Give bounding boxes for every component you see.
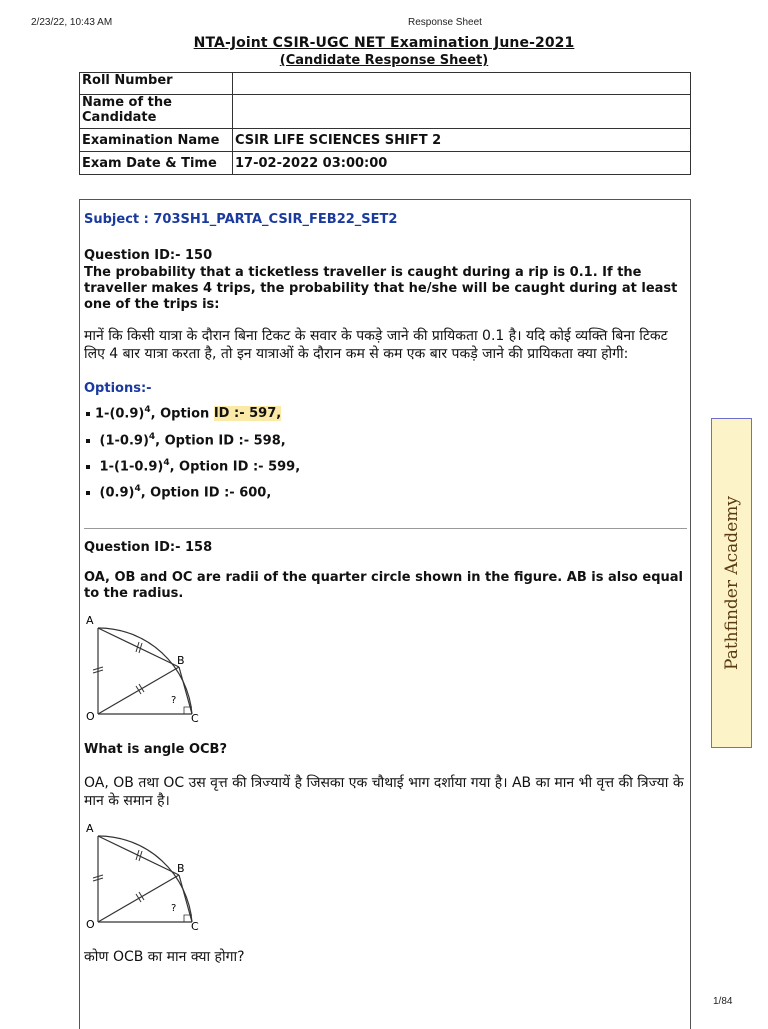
- option-expr: (0.9): [99, 485, 135, 501]
- option-expr: (1-0.9): [99, 433, 149, 449]
- figure-label-a: A: [86, 822, 94, 835]
- info-label: Name of the Candidate: [80, 95, 233, 129]
- bullet-icon: [86, 439, 90, 443]
- figure-label-c: C: [191, 712, 199, 724]
- selected-option-id: ID :- 597,: [213, 406, 282, 422]
- info-value: [233, 95, 691, 129]
- figure-label-a: A: [86, 614, 94, 627]
- question-prompt-hi: कोण OCB का मान क्या होगा?: [84, 949, 245, 965]
- option-exp: 4: [163, 458, 170, 468]
- option-suffix: , Option: [150, 406, 214, 422]
- print-datetime: 2/23/22, 10:43 AM: [31, 17, 113, 28]
- question-text-hi: मानें कि किसी यात्रा के दौरान बिना टिकट के सवार के पकड़े जाने की प्रायिकता 0.1 है। यदि कोई व्यक्ति बिना टिकट लिए 4 बार यात्रा करता है, तो इन यात्राओं के दौरान कम से कम एक बार पकड़े जाने की प्रायिकता क्या होगी:: [84, 328, 668, 362]
- option-expr: 1-(0.9): [95, 406, 145, 422]
- table-row: [80, 129, 691, 152]
- option-item: [86, 458, 300, 474]
- watermark-text: Pathfinder Academy: [721, 496, 742, 670]
- question-text-en: The probability that a ticketless traveller is caught during a rip is 0.1. If the traveller makes 4 trips, the probability that he/she will be caught during at least one of the trips is:: [84, 265, 678, 312]
- bullet-icon: [86, 465, 90, 469]
- question-prompt-en: What is angle OCB?: [84, 742, 227, 757]
- figure-label-b: B: [177, 862, 185, 875]
- page-number: 1/84: [713, 996, 733, 1007]
- info-value: [233, 73, 691, 95]
- option-item: [86, 432, 286, 448]
- option-suffix: , Option ID :- 599,: [169, 459, 301, 475]
- option-exp: 4: [134, 484, 141, 494]
- figure-label-angle: ?: [171, 695, 177, 706]
- figure-label-c: C: [191, 920, 199, 932]
- sub-title: (Candidate Response Sheet): [279, 53, 489, 68]
- table-row: [80, 95, 691, 129]
- figure-label-b: B: [177, 654, 185, 667]
- options-label: Options:-: [84, 381, 152, 396]
- option-exp: 4: [144, 405, 151, 415]
- figure-label-o: O: [86, 918, 95, 931]
- option-suffix: , Option ID :- 600,: [140, 485, 272, 501]
- print-doc-title: Response Sheet: [408, 17, 482, 28]
- option-expr: 1-(1-0.9): [99, 459, 164, 475]
- figure-label-o: O: [86, 710, 95, 723]
- main-title: NTA-Joint CSIR-UGC NET Examination June-2021: [193, 35, 575, 51]
- bullet-icon: [86, 491, 90, 495]
- question-id: Question ID:- 158: [84, 540, 213, 555]
- option-item: [86, 484, 271, 500]
- table-row: [80, 73, 691, 95]
- question-text-hi: OA, OB तथा OC उस वृत्त की त्रिज्यायें है जिसका एक चौथाई भाग दर्शाया गया है। AB का मान भी वृत्त की त्रिज्या के मान के समान है।: [84, 775, 684, 809]
- question-id: Question ID:- 150: [84, 248, 213, 263]
- info-label: Exam Date & Time: [80, 152, 233, 175]
- option-suffix: , Option ID :- 598,: [155, 433, 286, 449]
- quarter-circle-figure: [84, 612, 204, 724]
- subject-heading: Subject : 703SH1_PARTA_CSIR_FEB22_SET2: [84, 212, 398, 227]
- bullet-icon: [86, 412, 90, 416]
- question-text-en: OA, OB and OC are radii of the quarter circle shown in the figure. AB is also equal to the radius.: [84, 570, 683, 601]
- figure-label-angle: ?: [171, 903, 177, 914]
- candidate-info-table: [79, 72, 691, 175]
- option-item: [86, 405, 281, 421]
- table-row: [80, 152, 691, 175]
- divider: [84, 528, 687, 529]
- watermark-box: [711, 418, 752, 748]
- info-label: Roll Number: [80, 73, 233, 95]
- quarter-circle-figure: [84, 820, 204, 932]
- info-label: Examination Name: [80, 129, 233, 152]
- info-value: CSIR LIFE SCIENCES SHIFT 2: [233, 129, 691, 152]
- option-exp: 4: [148, 432, 156, 442]
- info-value: 17-02-2022 03:00:00: [233, 152, 691, 175]
